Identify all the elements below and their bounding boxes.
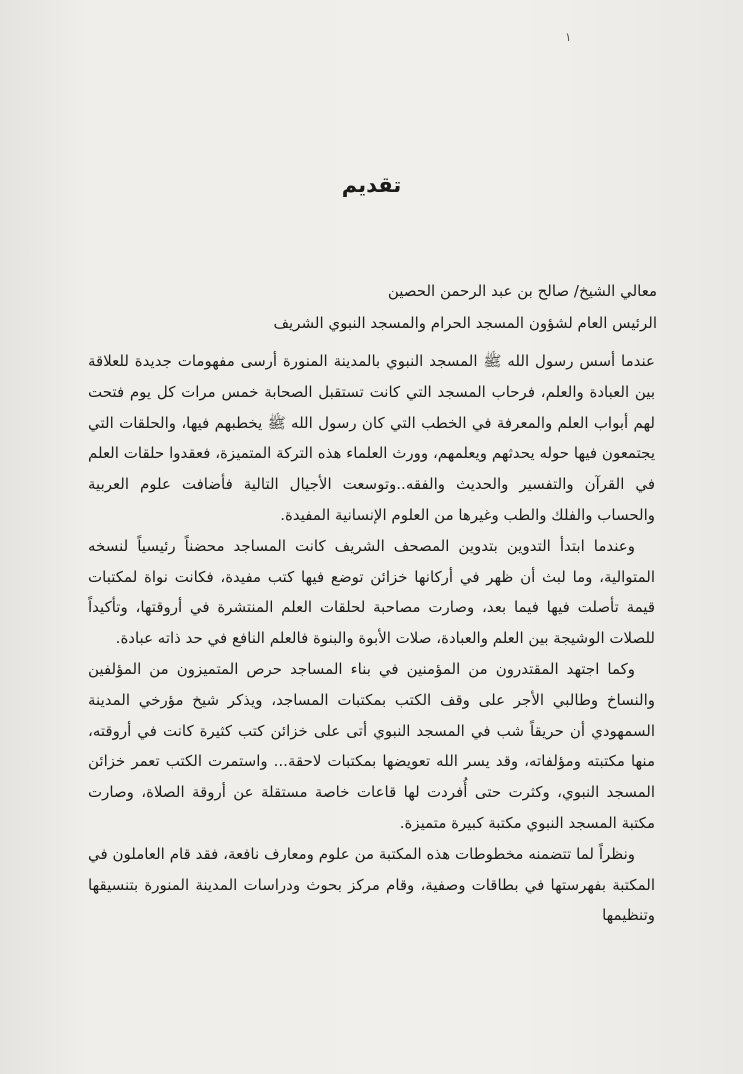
paragraph: عندما أسس رسول الله ﷺ المسجد النبوي بالمدينة المنورة أرسى مفهومات جديدة للعلاقة بين العبادة والعلم، فرحاب المسجد التي كانت تستقبل الصحابة خمس مرات كل يوم فتحت لهم أبواب العلم والمعرفة في الخطب التي كان رسول الله ﷺ يخطبهم فيها، والحلقات التي يجتمعون فيها حوله يحدثهم ويعلمهم، وورث العلماء هذه التركة المتميزة، فعقدوا حلقات العلم في القرآن والتفسير والحديث والفقه..وتوسعت الأجيال التالية فأضافت علوم العربية والحساب والفلك والطب وغيرها من العلوم الإنسانية المفيدة. [88, 352, 655, 524]
paragraph: وكما اجتهد المقتدرون من المؤمنين في بناء المساجد حرص المتميزون من المؤلفين والنساخ وطالبي الأجر على وقف الكتب بمكتبات المساجد، ويذكر شيخ مؤرخي المدينة السمهودي أن حريقاً شب في المسجد النبوي أتى على خزائن كتب كثيرة كانت في أروقته، منها مكتبته ومؤلفاته، وقد يسر الله تعويضها بمكتبات لاحقة... واستمرت الكتب تعمر خزائن المسجد النبوي، وكثرت حتى أُفردت لها قاعات خاصة مستقلة عن أروقة الصلاة، وصارت مكتبة المسجد النبوي مكتبة كبيرة متميزة. [88, 659, 655, 832]
paragraph: وعندما ابتدأ التدوين بتدوين المصحف الشريف كانت المساجد محضناً رئيسياً لنسخه المتوالية، وما لبث أن ظهر في أركانها خزائن توضع فيها كتب مفيدة، فكانت نواة لمكتبات قيمة تأصلت فيها فيما بعد، وصارت مصاحبة لحلقات العلم المنتشرة في أروقتها، وتأكيداً للصلات الوشيجة بين العلم والعبادة، صلات الأبوة والبنوة فالعلم النافع في حد ذاته عبادة. [88, 536, 655, 648]
author-name: معالي الشيخ/ صالح بن عبد الرحمن الحصين [387, 282, 657, 300]
body-text [88, 346, 655, 931]
page-number: ١ [565, 30, 572, 44]
page-title: تقديم [341, 173, 402, 197]
paragraph: ونظراً لما تتضمنه مخطوطات هذه المكتبة من علوم ومعارف نافعة، فقد قام العاملون في المكتبة بفهرستها في بطاقات وصفية، وقام مركز بحوث ودراسات المدينة المنورة بتنسيقها وتنظيمها [88, 844, 655, 925]
author-role: الرئيس العام لشؤون المسجد الحرام والمسجد النبوي الشريف [273, 314, 657, 332]
